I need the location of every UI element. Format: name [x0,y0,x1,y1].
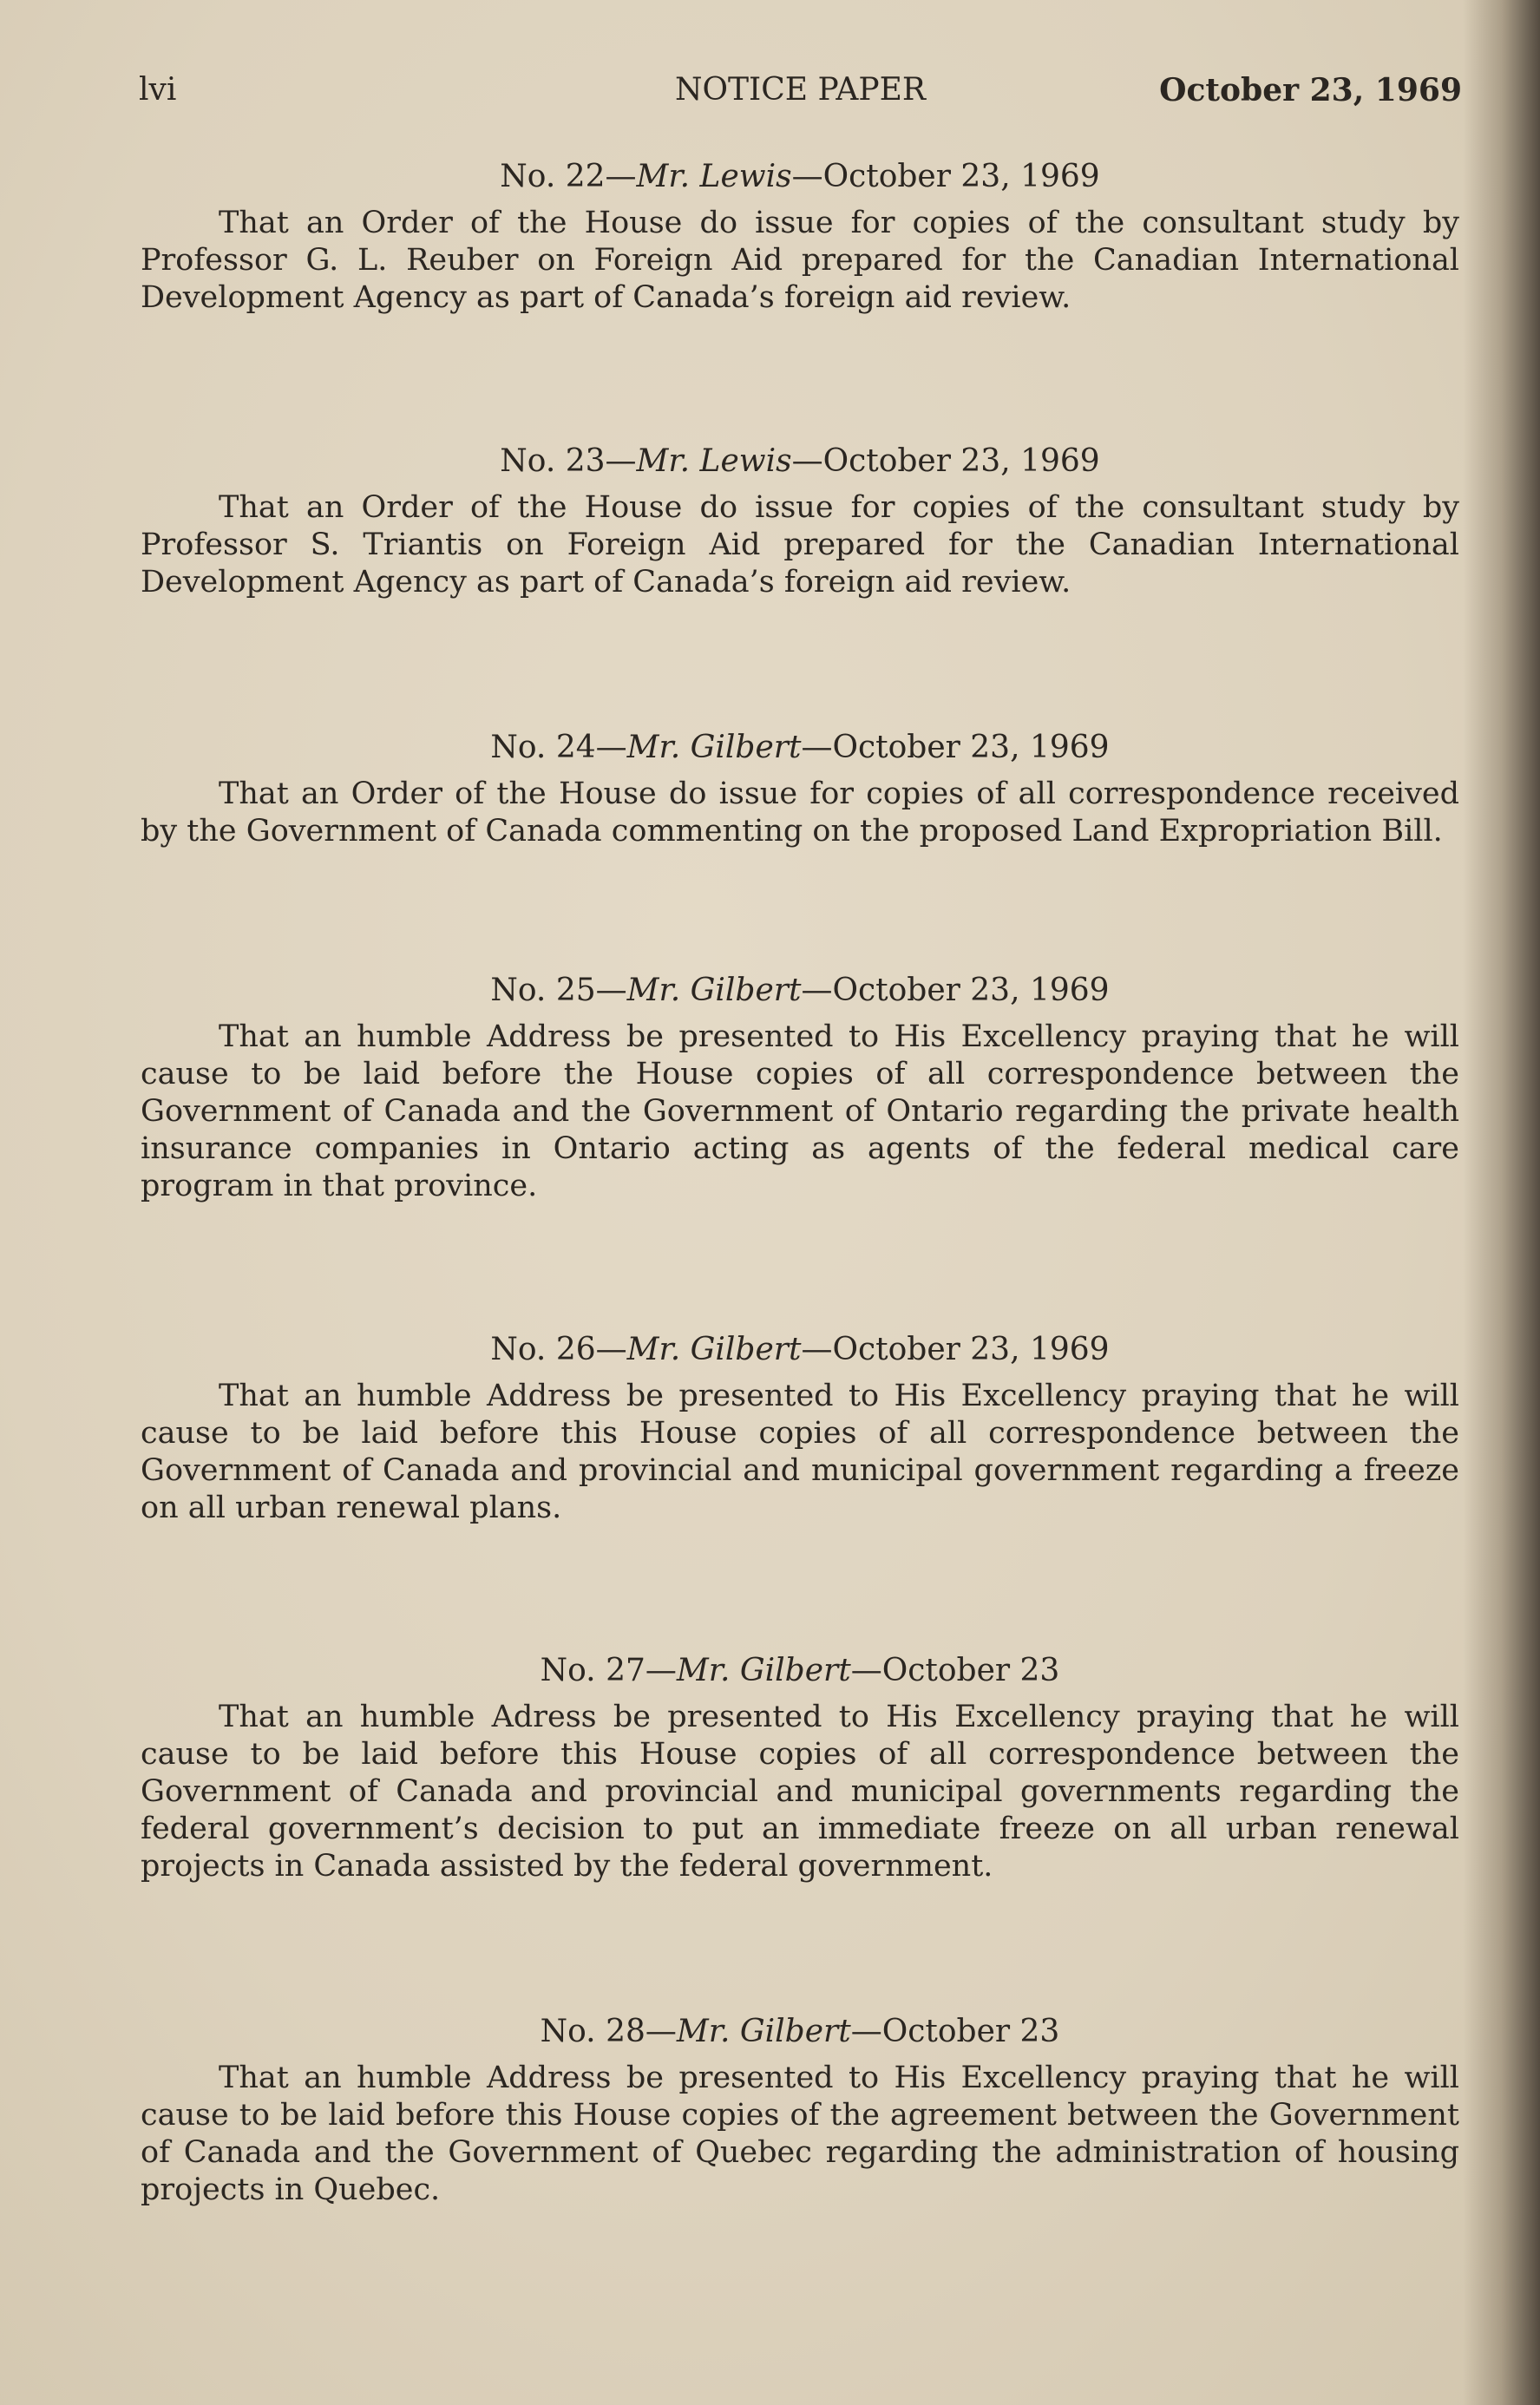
notice-number: No. 24— [490,730,627,765]
notice-text: That an humble Address be presented to His Excellency praying that he will cause to be laid before the House copies of all correspondence between the Government of Canada and the Government of Ontario regarding the private health insurance companies in Ontario acting as agents of the federal medical care program in that province. [141,1019,1459,1203]
notice-text: That an Order of the House do issue for copies of all correspondence received by the Government of Canada commenting on the proposed Land Expropriation Bill. [141,777,1459,849]
notice-heading [141,441,1459,482]
notice-heading [141,1650,1459,1692]
notice-member: Mr. Gilbert [626,1332,802,1367]
notice-member: Mr. Gilbert [626,973,802,1008]
notice-date: —October 23 [850,1653,1060,1688]
notice-date: —October 23, 1969 [791,443,1100,479]
notice-number: No. 28— [540,2014,677,2049]
notice-number: No. 23— [500,443,637,479]
header-date: October 23, 1969 [1159,72,1462,108]
notice-date: —October 23, 1969 [801,730,1110,765]
notice-heading [141,1329,1459,1371]
notice-date: —October 23, 1969 [801,973,1110,1008]
page-number: lvi [139,72,177,108]
notice-item [141,1329,1459,1527]
notice-item [141,727,1459,850]
notice-number: No. 27— [540,1653,677,1688]
notice-heading [141,727,1459,769]
notice-date: —October 23, 1969 [791,159,1100,194]
notice-text: That an humble Adress be presented to His Excellency praying that he will cause to be laid before this House copies of all correspondence between the Government of Canada and provincial and municipal governments regarding the federal government’s decision to put an immediate freeze on all urban renewal projects in Canada assisted by the federal government. [141,1700,1459,1884]
notice-text: That an Order of the House do issue for copies of the consultant study by Professor S. Triantis on Foreign Aid prepared for the Canadian International Development Agency as part of Canada’s foreign aid review. [141,490,1459,600]
notice-number: No. 26— [490,1332,627,1367]
notice-heading [141,970,1459,1012]
page-title: NOTICE PAPER [674,72,927,108]
notice-number: No. 25— [490,973,627,1008]
notice-date: —October 23 [850,2014,1060,2049]
notice-item [141,2011,1459,2209]
notice-item [141,1650,1459,1885]
notice-date: —October 23, 1969 [801,1332,1110,1367]
notice-heading [141,2011,1459,2053]
notice-member: Mr. Gilbert [676,2014,851,2049]
notice-item [141,970,1459,1205]
notice-member: Mr. Gilbert [626,730,802,765]
notice-item [141,156,1459,317]
notice-text: That an Order of the House do issue for copies of the consultant study by Professor G. L. Reuber on Foreign Aid prepared for the Canadian International Development Agency as part of Canada’s foreign aid review. [141,206,1459,315]
notice-member: Mr. Lewis [636,159,792,194]
notice-member: Mr. Gilbert [676,1653,851,1688]
notice-text: That an humble Address be presented to His Excellency praying that he will cause to be laid before this House copies of all correspondence between the Government of Canada and provincial and municipal government regarding a freeze on all urban renewal plans. [141,1379,1459,1525]
notice-number: No. 22— [500,159,637,194]
notice-text: That an humble Address be presented to His Excellency praying that he will cause to be laid before this House copies of the agreement between the Government of Canada and the Government of Quebec regarding the administration of housing projects in Quebec. [141,2061,1459,2207]
notice-heading [141,156,1459,198]
notice-item [141,441,1459,601]
notice-member: Mr. Lewis [636,443,792,479]
page-header [139,69,1462,121]
